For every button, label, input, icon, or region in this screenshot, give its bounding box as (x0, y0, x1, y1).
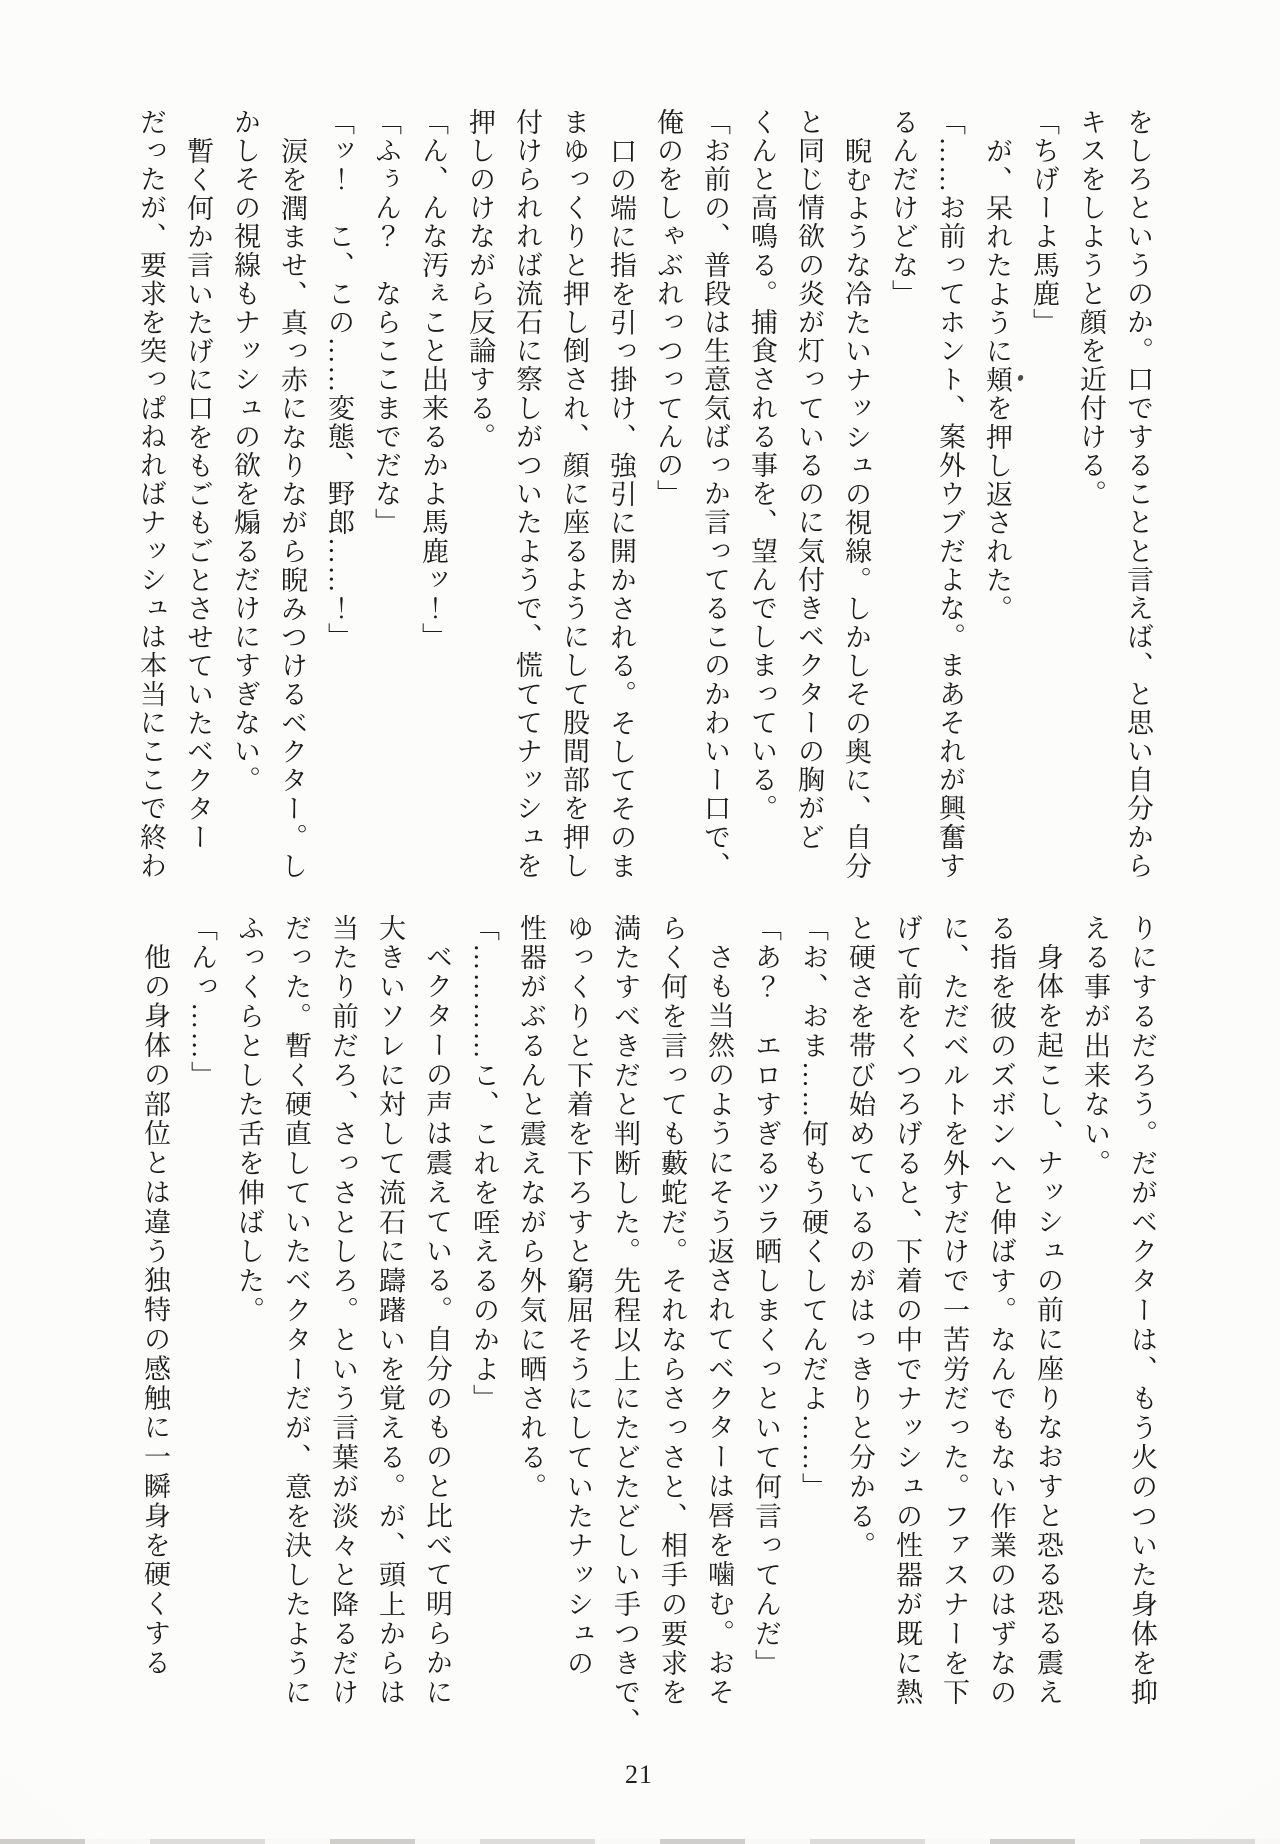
page-number: 21 (625, 1760, 653, 1789)
text-column: るんだけどな」 (888, 108, 918, 309)
scan-edge-artifact (0, 1839, 1280, 1844)
text-column: げて前をくつろげると、下着の中でナッシュの性器が既に熱 (892, 914, 922, 1708)
text-column: 押しのけながら反論する。 (465, 108, 495, 452)
text-column: る指を彼のズボンへと伸ばす。なんでもない作業のはずなの (986, 914, 1016, 1708)
text-column: 当たり前だろ、さっさとしろ。という言葉が淡々と降るだけ (328, 914, 358, 1708)
text-column: 「お、おま……何もう硬くしてんだよ……」 (798, 914, 828, 1502)
text-column: 俺のをしゃぶれっつってんの」 (653, 108, 683, 509)
text-column: りにするだろう。だがベクターは、もう火のついた身体を抑 (1127, 914, 1157, 1708)
text-column: 涙を潤ませ、真っ赤になりながら睨みつけるベクター。し (277, 137, 307, 881)
text-column: さも当然のようにそう返されてベクターは唇を噛む。おそ (704, 943, 734, 1708)
text-column: 「ッ！ こ、この……変態、野郎……！」 (324, 108, 354, 652)
text-column: 「あ？ エロすぎるツラ晒しまくっといて何言ってんだ」 (751, 914, 781, 1679)
text-column: 「ん、んな汚ぇこと出来るかよ馬鹿ッ！」 (418, 108, 448, 652)
text-column: ベクターの声は震えている。自分のものと比べて明らかに (422, 943, 452, 1708)
text-column: ふっくらとした舌を伸ばした。 (234, 914, 264, 1326)
text-column: 満たすべきだと判断した。先程以上にたどたどしい手つきで、 (610, 914, 640, 1738)
text-column: える事が出来ない。 (1080, 914, 1110, 1179)
text-column: 「ちげーよ馬鹿」 (1029, 108, 1059, 337)
text-column: 「……お前ってホント、案外ウブだよな。まあそれが興奮す (935, 108, 965, 881)
text-column: と硬さを帯び始めているのがはっきりと分かる。 (845, 914, 875, 1561)
text-column: に、ただベルトを外すだけで一苦労だった。ファスナーを下 (939, 914, 969, 1708)
text-column: まゆっくりと押し倒され、顔に座るようにして股間部を押し (559, 108, 589, 881)
text-column: 「ふぅん？ ならここまでだな」 (371, 108, 401, 537)
text-column: 他の身体の部位とは違う独特の感触に一瞬身を硬くする (140, 943, 170, 1678)
text-column: くんと高鳴る。捕食される事を、望んでしまっている。 (747, 108, 777, 823)
text-column: キスをしようと顔を近付ける。 (1076, 108, 1106, 509)
text-column: 大きいソレに対して流石に躊躇いを覚える。が、頭上からは (375, 914, 405, 1708)
text-column: だったが、要求を突っぱねればナッシュは本当にここで終わ (136, 108, 166, 881)
text-column: 「んっ……」 (187, 914, 217, 1091)
text-column: 性器がぶるんと震えながら外気に晒される。 (516, 914, 546, 1502)
text-column: 身体を起こし、ナッシュの前に座りなおすと恐る恐る震え (1033, 943, 1063, 1708)
text-column: 「…………こ、これを咥えるのかよ」 (469, 914, 499, 1414)
text-column: が、呆れたように頬を押し返された。 (982, 137, 1012, 624)
text-column: だった。暫く硬直していたベクターだが、意を決したように (281, 914, 311, 1708)
text-block-bottom (140, 914, 1157, 1738)
text-column: 付けられれば流石に察しがついたようで、慌ててナッシュを (512, 108, 542, 881)
text-column: をしろというのか。口ですることと言えば、と思い自分から (1123, 108, 1153, 881)
text-column: 睨むような冷たいナッシュの視線。しかしその奥に、自分 (841, 137, 871, 881)
text-column: 暫く何か言いたげに口をもごもごとさせていたベクター (183, 137, 213, 852)
text-column: と同じ情欲の炎が灯っているのに気付きベクターの胸がど (794, 108, 824, 852)
text-column: かしその視線もナッシュの欲を煽るだけにすぎない。 (230, 108, 260, 795)
text-column: らく何を言っても藪蛇だ。それならさっさと、相手の要求を (657, 914, 687, 1708)
text-column: 口の端に指を引っ掛け、強引に開かされる。そしてそのま (606, 137, 636, 881)
text-column: 「お前の、普段は生意気ばっか言ってるこのかわいー口で、 (700, 108, 730, 881)
text-block-top (137, 108, 1152, 890)
text-column: ゆっくりと下着を下ろすと窮屈そうにしていたナッシュの (563, 914, 593, 1679)
